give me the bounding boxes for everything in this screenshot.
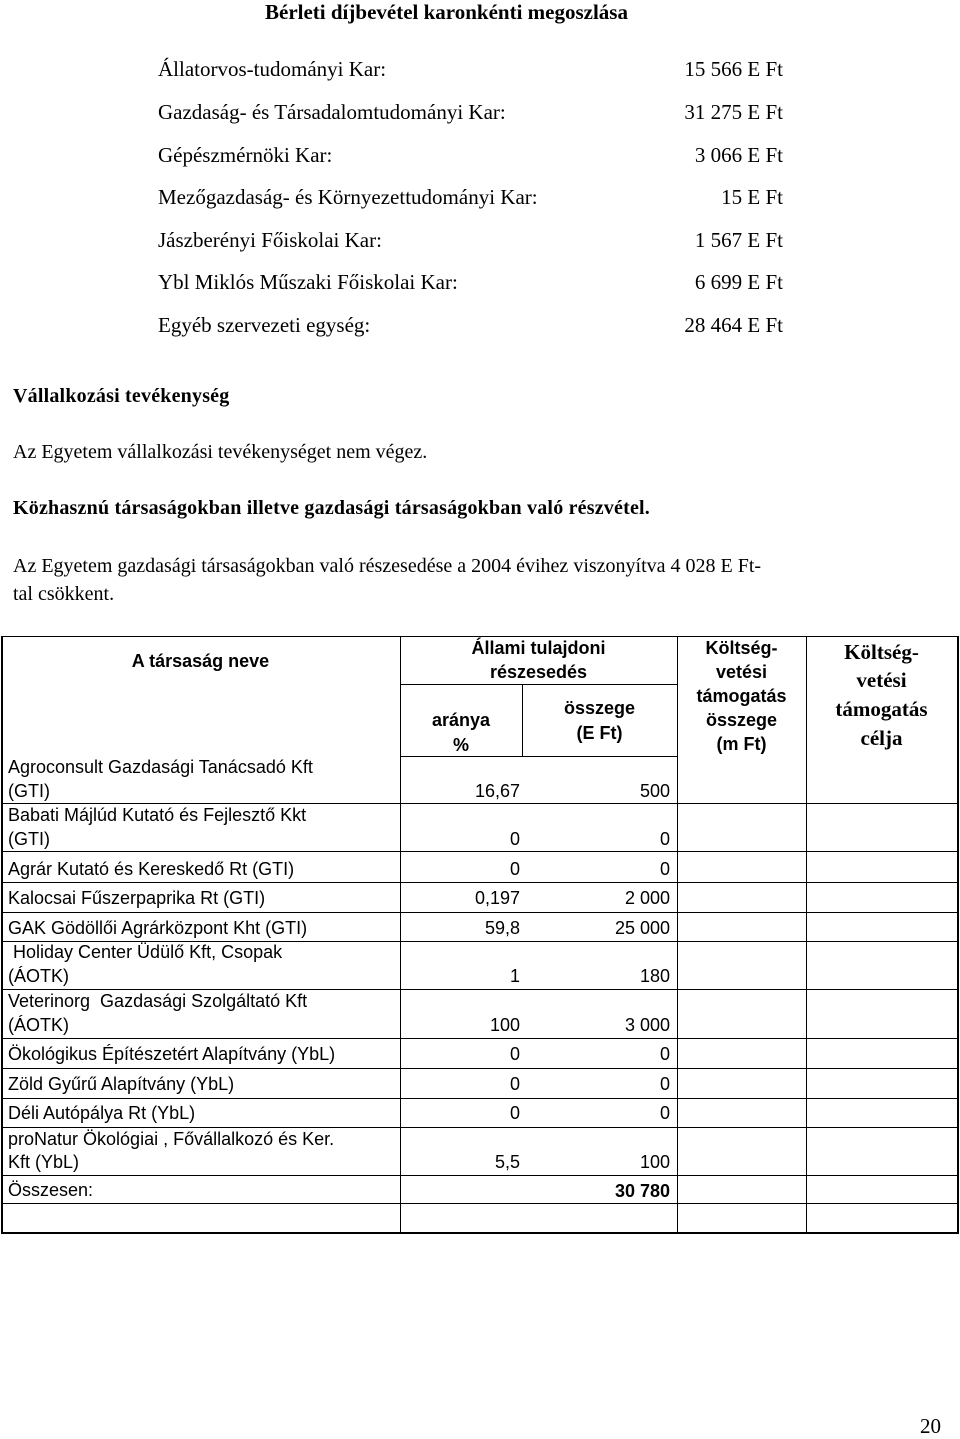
row-amount: 0: [659, 1103, 670, 1123]
kar-value: 15 566 E Ft: [684, 57, 783, 81]
row-amount: 25 000: [614, 918, 670, 938]
kar-value: 15 E Ft: [721, 185, 783, 209]
section-text-participation-line2: tal csökkent.: [13, 583, 115, 605]
row-amount: 0: [659, 1044, 670, 1064]
kar-label: Gazdaság- és Társadalomtudományi Kar:: [158, 100, 506, 124]
row-name: Kalocsai Fűszerpaprika Rt (GTI): [8, 888, 266, 908]
table-border: [1, 1203, 959, 1204]
header-support-amount: támogatás: [696, 686, 787, 706]
header-support-goal: támogatás: [835, 697, 928, 721]
row-name: Holiday Center Üdülő Kft, Csopak: [8, 942, 283, 962]
participation-table: [0, 636, 960, 1234]
section-text-business: Az Egyetem vállalkozási tevékenységet nem végez.: [13, 441, 428, 463]
table-border: [957, 636, 959, 1233]
row-ratio: 59,8: [484, 918, 520, 938]
table-border: [522, 684, 523, 756]
row-ratio: 0,197: [474, 888, 520, 908]
row-ratio: 100: [489, 1015, 520, 1035]
kar-value: 3 066 E Ft: [694, 143, 783, 167]
row-amount: 3 000: [624, 1015, 670, 1035]
row-name: Agrár Kutató és Kereskedő Rt (GTI): [8, 859, 295, 879]
header-support-amount: Költség-: [705, 638, 778, 658]
kar-label: Egyéb szervezeti egység:: [158, 313, 371, 337]
row-name: Veterinorg Gazdasági Szolgáltató Kft: [8, 991, 308, 1011]
row-amount: 0: [659, 1074, 670, 1094]
row-amount: 100: [639, 1152, 670, 1172]
header-ratio: %: [452, 735, 469, 755]
header-support-amount: (m Ft): [716, 734, 767, 754]
row-name: Ökológikus Építészetért Alapítvány (YbL): [8, 1044, 336, 1064]
section-text-participation-line1: Az Egyetem gazdasági társaságokban való részesedése a 2004 évihez viszonyítva 4 028 E Ft-: [13, 555, 762, 577]
table-border: [1, 851, 959, 852]
row-name: (ÁOTK): [8, 1015, 69, 1035]
table-border: [1, 882, 959, 883]
table-border: [400, 756, 678, 757]
header-support-goal: vetési: [856, 668, 907, 692]
kar-label: Gépészmérnöki Kar:: [158, 143, 333, 167]
header-support-amount: összege: [705, 710, 778, 730]
kar-label: Jászberényi Főiskolai Kar:: [158, 228, 382, 252]
header-state-share: részesedés: [489, 662, 588, 682]
kar-label: Ybl Miklós Műszaki Főiskolai Kar:: [158, 270, 458, 294]
row-ratio: 16,67: [474, 781, 520, 801]
row-amount: 180: [639, 966, 670, 986]
table-border: [1, 1068, 959, 1069]
page-number: 20: [920, 1414, 941, 1438]
section-heading-business: Vállalkozási tevékenység: [13, 385, 230, 407]
kar-value: 1 567 E Ft: [694, 228, 783, 252]
section-heading-participation: Közhasznú társaságokban illetve gazdasági társaságokban való részvétel.: [13, 497, 650, 519]
kar-label: Mezőgazdaság- és Környezettudományi Kar:: [158, 185, 538, 209]
header-ratio: aránya: [431, 710, 491, 730]
row-amount: 0: [659, 829, 670, 849]
total-amount: 30 780: [614, 1181, 670, 1201]
table-border: [1, 912, 959, 913]
row-ratio: 1: [509, 966, 520, 986]
row-ratio: 0: [509, 859, 520, 879]
header-state-share: Állami tulajdoni: [471, 638, 606, 658]
header-support-goal: Költség-: [844, 640, 919, 664]
row-ratio: 0: [509, 1103, 520, 1123]
total-label: Összesen:: [8, 1180, 94, 1200]
header-amount: (E Ft): [576, 723, 623, 743]
row-name: (GTI): [8, 781, 50, 801]
table-border: [1, 1038, 959, 1039]
table-border: [1, 636, 3, 1233]
row-name: Babati Májlúd Kutató és Fejlesztő Kkt: [8, 805, 307, 825]
row-ratio: 5,5: [494, 1152, 520, 1172]
row-name: Zöld Gyűrű Alapítvány (YbL): [8, 1074, 235, 1094]
row-name: Kft (YbL): [8, 1152, 80, 1172]
table-border: [1, 1232, 959, 1234]
kar-label: Állatorvos-tudományi Kar:: [158, 57, 387, 81]
table-border: [1, 1175, 959, 1176]
row-ratio: 0: [509, 1044, 520, 1064]
row-amount: 500: [639, 781, 670, 801]
row-name: GAK Gödöllői Agrárközpont Kht (GTI): [8, 918, 308, 938]
table-border: [400, 684, 678, 685]
header-support-amount: vetési: [715, 662, 768, 682]
row-name: proNatur Ökológiai , Fővállalkozó és Ker.: [8, 1129, 335, 1149]
row-name: (GTI): [8, 829, 50, 849]
row-ratio: 0: [509, 1074, 520, 1094]
kar-value: 6 699 E Ft: [694, 270, 783, 294]
row-ratio: 0: [509, 829, 520, 849]
row-name: (ÁOTK): [8, 966, 69, 986]
header-name: A társaság neve: [131, 651, 270, 671]
header-support-goal: célja: [860, 726, 903, 750]
row-amount: 2 000: [624, 888, 670, 908]
row-amount: 0: [659, 859, 670, 879]
kar-value: 28 464 E Ft: [684, 313, 783, 337]
table-border: [1, 1098, 959, 1099]
kar-value: 31 275 E Ft: [684, 100, 783, 124]
page-title: Bérleti díjbevétel karonkénti megoszlása: [265, 0, 628, 24]
header-amount: összege: [563, 698, 636, 718]
row-name: Déli Autópálya Rt (YbL): [8, 1103, 196, 1123]
row-name: Agroconsult Gazdasági Tanácsadó Kft: [8, 757, 313, 777]
